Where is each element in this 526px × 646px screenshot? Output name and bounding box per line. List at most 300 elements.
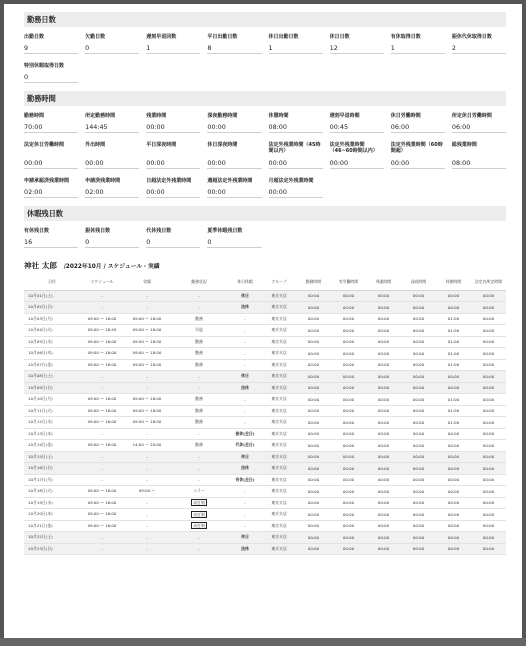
time-cell: 00:00 bbox=[366, 336, 401, 348]
stat-cell bbox=[452, 139, 506, 169]
column-header: 残業時間 bbox=[366, 274, 401, 290]
stat-cell bbox=[24, 110, 78, 133]
holiday-cell: 法休 bbox=[228, 302, 262, 314]
date-cell: 10月08日(土) bbox=[24, 371, 80, 383]
column-header: グループ bbox=[262, 274, 296, 290]
actual-cell: - bbox=[124, 290, 170, 302]
time-cell: 00:00 bbox=[366, 348, 401, 360]
stat-cell bbox=[24, 175, 78, 198]
schedule-cell: - bbox=[80, 371, 124, 383]
table-row bbox=[24, 532, 506, 544]
time-cell: 00:00 bbox=[366, 486, 401, 498]
actual-cell: 14:00 ～ 20:00 bbox=[124, 440, 170, 452]
time-cell: 00:00 bbox=[471, 394, 506, 406]
stat-label: 勤務時間 bbox=[24, 113, 45, 119]
time-cell: 00:00 bbox=[296, 394, 331, 406]
stat-value: 00:00 bbox=[207, 187, 261, 198]
stat-label: 代休残日数 bbox=[146, 228, 172, 234]
column-header: 勤務状況 bbox=[170, 274, 228, 290]
actual-cell: - bbox=[124, 497, 170, 509]
time-cell: 00:00 bbox=[366, 474, 401, 486]
status-text: - bbox=[198, 304, 200, 310]
schedule-cell: - bbox=[80, 382, 124, 394]
actual-cell: - bbox=[124, 302, 170, 314]
time-cell: 00:00 bbox=[366, 463, 401, 475]
time-cell: 00:00 bbox=[436, 532, 471, 544]
stat-value: 00:00 bbox=[330, 158, 384, 169]
status-cell bbox=[170, 336, 228, 348]
time-cell: 00:00 bbox=[471, 440, 506, 452]
date-cell: 10月09日(日) bbox=[24, 382, 80, 394]
group-cell: 東京支店 bbox=[262, 428, 296, 440]
stat-label: 振休代休取得日数 bbox=[451, 34, 492, 40]
schedule-cell: 09:00 ～ 18:00 bbox=[80, 348, 124, 360]
status-text: エラー bbox=[193, 488, 205, 494]
time-cell: 00:00 bbox=[366, 382, 401, 394]
time-cell: 00:00 bbox=[401, 440, 436, 452]
time-cell: 00:00 bbox=[471, 325, 506, 337]
time-cell: 00:00 bbox=[471, 532, 506, 544]
stat-label: 遅刻早退回数 bbox=[146, 34, 177, 40]
actual-cell: - bbox=[124, 474, 170, 486]
time-cell: 00:00 bbox=[296, 497, 331, 509]
time-cell: 00:00 bbox=[296, 520, 331, 532]
time-cell: 00:00 bbox=[366, 359, 401, 371]
time-cell: 00:00 bbox=[296, 440, 331, 452]
table-row bbox=[24, 348, 506, 360]
stat-value: 00:00 bbox=[146, 158, 200, 169]
holiday-cell: 休日 bbox=[228, 532, 262, 544]
time-cell: 00:00 bbox=[436, 474, 471, 486]
group-cell: 東京支店 bbox=[262, 325, 296, 337]
stat-label: 平日深夜時間 bbox=[146, 142, 177, 148]
stat-value: 144:45 bbox=[85, 122, 139, 133]
time-cell: 00:00 bbox=[401, 451, 436, 463]
time-cell: 00:00 bbox=[331, 543, 366, 555]
stat-cell bbox=[330, 139, 384, 169]
time-cell: 00:00 bbox=[331, 509, 366, 521]
report-page bbox=[4, 4, 522, 646]
table-row bbox=[24, 325, 506, 337]
column-header: スケジュール bbox=[80, 274, 124, 290]
stat-value: 70:00 bbox=[24, 122, 78, 133]
date-cell: 10月01日(土) bbox=[24, 290, 80, 302]
holiday-cell: 代休(全日) bbox=[228, 440, 262, 452]
table-row bbox=[24, 313, 506, 325]
status-cell bbox=[170, 463, 228, 475]
time-cell: 00:00 bbox=[401, 313, 436, 325]
time-cell: 00:00 bbox=[296, 428, 331, 440]
schedule-cell: 09:00 ～ 18:00 bbox=[80, 405, 124, 417]
attendance-table bbox=[24, 274, 506, 555]
table-row bbox=[24, 382, 506, 394]
time-cell: 00:00 bbox=[366, 325, 401, 337]
time-cell: 00:00 bbox=[471, 371, 506, 383]
stat-cell bbox=[269, 175, 323, 198]
group-cell: 東京支店 bbox=[262, 290, 296, 302]
schedule-cell: 09:00 ～ 18:00 bbox=[80, 440, 124, 452]
status-text: 勤務 bbox=[195, 396, 203, 402]
schedule-cell: 09:00 ～ 18:00 bbox=[80, 313, 124, 325]
actual-cell: 09:00 ～ 18:00 bbox=[124, 394, 170, 406]
employee-period: /2022年10月 / スケジュール・実績 bbox=[63, 264, 160, 270]
stat-cell bbox=[391, 31, 445, 54]
stat-label: 所定休日労働時間 bbox=[451, 113, 492, 119]
section-work-hours bbox=[24, 91, 506, 206]
time-cell: 01:00 bbox=[436, 417, 471, 429]
time-cell: 00:00 bbox=[471, 428, 506, 440]
stat-label: 日超法定外残業時間 bbox=[146, 178, 192, 184]
stat-label: 休日日数 bbox=[329, 34, 350, 40]
time-cell: 00:00 bbox=[331, 313, 366, 325]
stat-value: 00:00 bbox=[207, 158, 261, 169]
status-text: 勤務 bbox=[195, 315, 203, 321]
time-cell: 00:00 bbox=[436, 497, 471, 509]
time-cell: 00:00 bbox=[436, 371, 471, 383]
stat-cell bbox=[146, 139, 200, 169]
status-cell bbox=[170, 417, 228, 429]
time-cell: 00:00 bbox=[401, 497, 436, 509]
table-row bbox=[24, 520, 506, 532]
time-cell: 00:00 bbox=[331, 497, 366, 509]
time-cell: 00:00 bbox=[331, 325, 366, 337]
stat-value: 0 bbox=[85, 43, 139, 54]
time-cell: 00:00 bbox=[366, 302, 401, 314]
status-cell bbox=[170, 451, 228, 463]
actual-cell: - bbox=[124, 382, 170, 394]
employee-name: 神社 太郎 bbox=[24, 261, 58, 270]
table-row bbox=[24, 543, 506, 555]
column-header: 実績 bbox=[124, 274, 170, 290]
section-leave-balance bbox=[24, 206, 506, 256]
group-cell: 東京支店 bbox=[262, 497, 296, 509]
date-cell: 10月19日(水) bbox=[24, 497, 80, 509]
actual-cell: 09:00 ～ 18:00 bbox=[124, 417, 170, 429]
date-cell: 10月14日(金) bbox=[24, 440, 80, 452]
time-cell: 00:00 bbox=[401, 336, 436, 348]
time-cell: 00:00 bbox=[401, 543, 436, 555]
status-text: - bbox=[198, 454, 200, 460]
holiday-cell: - bbox=[228, 325, 262, 337]
table-row bbox=[24, 428, 506, 440]
table-row bbox=[24, 509, 506, 521]
status-cell bbox=[170, 486, 228, 498]
holiday-cell: - bbox=[228, 313, 262, 325]
date-cell: 10月20日(木) bbox=[24, 509, 80, 521]
time-cell: 00:00 bbox=[401, 405, 436, 417]
time-cell: 00:00 bbox=[436, 382, 471, 394]
time-cell: 00:00 bbox=[401, 325, 436, 337]
holiday-cell: - bbox=[228, 520, 262, 532]
time-cell: 00:00 bbox=[471, 348, 506, 360]
date-cell: 10月05日(水) bbox=[24, 336, 80, 348]
status-cell bbox=[170, 313, 228, 325]
stat-label: 平日出勤日数 bbox=[207, 34, 238, 40]
actual-cell: 09:00 ～ 18:00 bbox=[124, 359, 170, 371]
schedule-cell: 09:00 ～ 18:45 bbox=[80, 325, 124, 337]
stat-value: 00:00 bbox=[146, 122, 200, 133]
date-cell: 10月17日(月) bbox=[24, 474, 80, 486]
stat-value: 1 bbox=[391, 43, 445, 54]
schedule-cell: - bbox=[80, 451, 124, 463]
section-title-work-days: 勤務日数 bbox=[24, 12, 506, 27]
stat-label: 出勤日数 bbox=[24, 34, 45, 40]
schedule-cell: - bbox=[80, 543, 124, 555]
actual-cell: 09:00 ～ 18:00 bbox=[124, 325, 170, 337]
time-cell: 00:00 bbox=[296, 509, 331, 521]
stat-cell bbox=[85, 110, 139, 133]
holiday-cell: 振休(全日) bbox=[228, 428, 262, 440]
group-cell: 東京支店 bbox=[262, 509, 296, 521]
stat-label: 休日出勤日数 bbox=[268, 34, 299, 40]
status-cell bbox=[170, 428, 228, 440]
holiday-cell: - bbox=[228, 336, 262, 348]
status-cell bbox=[170, 371, 228, 383]
table-row bbox=[24, 417, 506, 429]
column-header: 休日休暇 bbox=[228, 274, 262, 290]
time-cell: 00:00 bbox=[366, 440, 401, 452]
time-cell: 00:00 bbox=[296, 543, 331, 555]
time-cell: 00:00 bbox=[401, 290, 436, 302]
status-cell bbox=[170, 405, 228, 417]
time-cell: 00:00 bbox=[331, 532, 366, 544]
stat-value: 00:45 bbox=[330, 122, 384, 133]
schedule-cell: 09:00 ～ 18:00 bbox=[80, 520, 124, 532]
date-cell: 10月11日(火) bbox=[24, 405, 80, 417]
time-cell: 00:00 bbox=[471, 486, 506, 498]
stat-label: 遅刻早退時間 bbox=[329, 113, 360, 119]
stat-cell bbox=[24, 60, 78, 83]
time-cell: 00:00 bbox=[366, 417, 401, 429]
stat-value: 0 bbox=[146, 237, 200, 248]
stat-label: 法定外残業時間（46~60時間以内） bbox=[329, 142, 378, 154]
time-cell: 01:00 bbox=[436, 325, 471, 337]
time-cell: 00:00 bbox=[436, 509, 471, 521]
group-cell: 東京支店 bbox=[262, 463, 296, 475]
date-cell: 10月16日(日) bbox=[24, 463, 80, 475]
group-cell: 東京支店 bbox=[262, 302, 296, 314]
section-title-work-hours: 勤務時間 bbox=[24, 91, 506, 106]
stat-cell bbox=[24, 225, 78, 248]
time-cell: 00:00 bbox=[366, 451, 401, 463]
status-cell bbox=[170, 382, 228, 394]
time-cell: 00:00 bbox=[296, 486, 331, 498]
table-row bbox=[24, 497, 506, 509]
time-cell: 00:00 bbox=[436, 451, 471, 463]
group-cell: 東京支店 bbox=[262, 405, 296, 417]
status-cell bbox=[170, 359, 228, 371]
time-cell: 01:00 bbox=[436, 348, 471, 360]
status-badge: 未打刻 bbox=[193, 523, 205, 529]
actual-cell: - bbox=[124, 371, 170, 383]
time-cell: 00:00 bbox=[471, 451, 506, 463]
group-cell: 東京支店 bbox=[262, 348, 296, 360]
stat-cell bbox=[207, 31, 261, 54]
table-row bbox=[24, 474, 506, 486]
status-text: 早退 bbox=[195, 327, 203, 333]
status-text: 勤務 bbox=[195, 442, 203, 448]
time-cell: 00:00 bbox=[296, 290, 331, 302]
actual-cell: 09:00 ～ 18:00 bbox=[124, 336, 170, 348]
leave-balance-grid bbox=[24, 221, 506, 256]
status-cell bbox=[170, 394, 228, 406]
status-text: 勤務 bbox=[195, 407, 203, 413]
time-cell: 00:00 bbox=[401, 348, 436, 360]
employee-header bbox=[24, 258, 506, 274]
stat-label: 法定外残業時間（45時間以内） bbox=[268, 142, 321, 154]
group-cell: 東京支店 bbox=[262, 520, 296, 532]
actual-cell: - bbox=[124, 520, 170, 532]
time-cell: 00:00 bbox=[401, 382, 436, 394]
time-cell: 01:00 bbox=[436, 313, 471, 325]
stat-cell bbox=[330, 110, 384, 133]
time-cell: 00:00 bbox=[366, 497, 401, 509]
section-work-days bbox=[24, 12, 506, 91]
status-text: - bbox=[198, 431, 200, 437]
time-cell: 00:00 bbox=[296, 405, 331, 417]
stat-value: 06:00 bbox=[391, 122, 445, 133]
column-header: 勤務時間 bbox=[296, 274, 331, 290]
time-cell: 00:00 bbox=[401, 359, 436, 371]
stat-cell bbox=[269, 110, 323, 133]
holiday-cell: - bbox=[228, 359, 262, 371]
stat-value: 00:00 bbox=[85, 158, 139, 169]
date-cell: 10月04日(火) bbox=[24, 325, 80, 337]
time-cell: 00:00 bbox=[331, 302, 366, 314]
stat-cell bbox=[85, 175, 139, 198]
time-cell: 00:00 bbox=[366, 290, 401, 302]
time-cell: 00:00 bbox=[471, 359, 506, 371]
time-cell: 00:00 bbox=[471, 520, 506, 532]
stat-cell bbox=[391, 139, 445, 169]
stat-cell bbox=[146, 175, 200, 198]
stat-value: 00:00 bbox=[207, 122, 261, 133]
stat-label: 欠勤日数 bbox=[85, 34, 106, 40]
schedule-cell: 09:00 ～ 18:00 bbox=[80, 336, 124, 348]
time-cell: 00:00 bbox=[401, 532, 436, 544]
group-cell: 東京支店 bbox=[262, 451, 296, 463]
time-cell: 00:00 bbox=[331, 336, 366, 348]
status-cell bbox=[170, 532, 228, 544]
holiday-cell: - bbox=[228, 394, 262, 406]
stat-cell bbox=[452, 110, 506, 133]
stat-cell bbox=[391, 110, 445, 133]
stat-label: 有休残日数 bbox=[24, 228, 50, 234]
time-cell: 01:00 bbox=[436, 359, 471, 371]
stat-label: 法定休日労働時間 bbox=[24, 142, 65, 148]
date-cell: 10月07日(金) bbox=[24, 359, 80, 371]
holiday-cell: 法休 bbox=[228, 382, 262, 394]
table-row bbox=[24, 336, 506, 348]
time-cell: 00:00 bbox=[296, 474, 331, 486]
work-days-grid bbox=[24, 27, 506, 91]
time-cell: 00:00 bbox=[331, 520, 366, 532]
status-cell bbox=[170, 543, 228, 555]
report-content bbox=[24, 12, 506, 555]
stat-label: 残業時間 bbox=[146, 113, 167, 119]
actual-cell: - bbox=[124, 463, 170, 475]
stat-label: 休日労働時間 bbox=[390, 113, 421, 119]
date-cell: 10月13日(木) bbox=[24, 428, 80, 440]
time-cell: 00:00 bbox=[366, 371, 401, 383]
time-cell: 00:00 bbox=[471, 302, 506, 314]
stat-label: 所定勤務時間 bbox=[85, 113, 116, 119]
stat-cell bbox=[146, 225, 200, 248]
time-cell: 00:00 bbox=[471, 313, 506, 325]
status-text: 勤務 bbox=[195, 338, 203, 344]
table-header-row bbox=[24, 274, 506, 290]
schedule-cell: 09:00 ～ 18:00 bbox=[80, 359, 124, 371]
stat-value: 1 bbox=[269, 43, 323, 54]
schedule-cell: 09:00 ～ 18:00 bbox=[80, 417, 124, 429]
time-cell: 00:00 bbox=[296, 382, 331, 394]
stat-label: 法定外残業時間（60時間超） bbox=[390, 142, 443, 154]
status-text: - bbox=[198, 477, 200, 483]
time-cell: 00:00 bbox=[296, 532, 331, 544]
date-cell: 10月18日(火) bbox=[24, 486, 80, 498]
status-text: 勤務 bbox=[195, 419, 203, 425]
stat-cell bbox=[85, 31, 139, 54]
actual-cell: 09:00 ～ 18:00 bbox=[124, 405, 170, 417]
column-header: 深夜時間 bbox=[401, 274, 436, 290]
time-cell: 00:00 bbox=[331, 463, 366, 475]
time-cell: 00:00 bbox=[296, 359, 331, 371]
group-cell: 東京支店 bbox=[262, 417, 296, 429]
time-cell: 00:00 bbox=[296, 451, 331, 463]
stat-cell bbox=[330, 31, 384, 54]
section-title-leave-balance: 休暇残日数 bbox=[24, 206, 506, 221]
stat-cell bbox=[207, 175, 261, 198]
schedule-cell: - bbox=[80, 290, 124, 302]
schedule-cell: - bbox=[80, 428, 124, 440]
schedule-cell: - bbox=[80, 532, 124, 544]
schedule-cell: - bbox=[80, 474, 124, 486]
stat-value: 02:00 bbox=[24, 187, 78, 198]
group-cell: 東京支店 bbox=[262, 359, 296, 371]
table-row bbox=[24, 440, 506, 452]
status-cell bbox=[170, 302, 228, 314]
time-cell: 00:00 bbox=[366, 509, 401, 521]
time-cell: 00:00 bbox=[471, 474, 506, 486]
holiday-cell: - bbox=[228, 509, 262, 521]
stat-cell bbox=[269, 139, 323, 169]
time-cell: 00:00 bbox=[366, 543, 401, 555]
stat-label: 申請承認済残業時間 bbox=[24, 178, 70, 184]
actual-cell: - bbox=[124, 532, 170, 544]
table-row bbox=[24, 302, 506, 314]
time-cell: 00:00 bbox=[331, 428, 366, 440]
group-cell: 東京支店 bbox=[262, 474, 296, 486]
time-cell: 00:00 bbox=[331, 405, 366, 417]
stat-value: 2 bbox=[452, 43, 506, 54]
stat-value: 06:00 bbox=[452, 122, 506, 133]
date-cell: 10月10日(月) bbox=[24, 394, 80, 406]
time-cell: 00:00 bbox=[296, 313, 331, 325]
holiday-cell: 休日 bbox=[228, 371, 262, 383]
actual-cell: - bbox=[124, 451, 170, 463]
time-cell: 00:00 bbox=[401, 371, 436, 383]
time-cell: 01:00 bbox=[436, 405, 471, 417]
stat-value: 9 bbox=[24, 43, 78, 54]
status-text: - bbox=[198, 293, 200, 299]
time-cell: 00:00 bbox=[296, 371, 331, 383]
stat-cell bbox=[24, 31, 78, 54]
holiday-cell: 休日 bbox=[228, 451, 262, 463]
holiday-cell: 有休(全日) bbox=[228, 474, 262, 486]
date-cell: 10月22日(土) bbox=[24, 532, 80, 544]
stat-label: 特別休暇取得日数 bbox=[24, 63, 65, 69]
time-cell: 00:00 bbox=[471, 290, 506, 302]
